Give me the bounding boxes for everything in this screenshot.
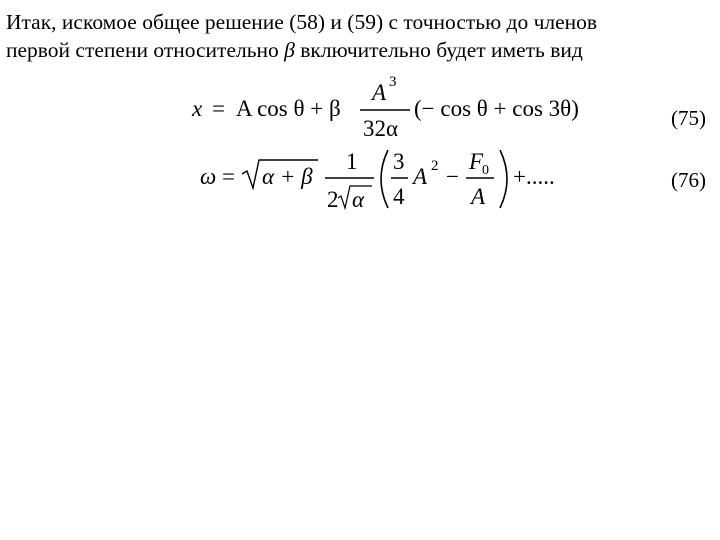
eq76-frac2-den: 4 [393, 184, 405, 209]
eq75-frac-num: A [372, 80, 387, 105]
equation-76-formula [0, 142, 720, 222]
eq76-frac3-num: F [469, 149, 484, 174]
eq75-parenthesis-term: (− cos θ + cos 3θ) [414, 96, 579, 121]
intro-line-1: Итак, искомое общее решение (58) и (59) с точностью до членов [6, 10, 598, 34]
equation-76 [0, 142, 720, 222]
eq76-tail: +..... [513, 164, 555, 189]
equation-number-76: (76) [671, 168, 706, 192]
eq76-frac3-den: A [471, 184, 486, 209]
eq76-right-paren [500, 150, 507, 208]
eq75-equals: = [212, 96, 225, 121]
eq76-left-paren [381, 150, 388, 208]
intro-paragraph [6, 8, 711, 64]
eq76-frac1-den-coef: 2 [327, 187, 339, 212]
eq75-lhs: x [192, 96, 203, 121]
eq76-frac3-num-sub: 0 [482, 163, 489, 178]
intro-line-2 [6, 36, 711, 64]
eq75-term1: A cos θ + β [236, 96, 341, 121]
eq75-frac-num-exp: 3 [389, 74, 397, 90]
eq76-frac2-num: 3 [393, 149, 405, 174]
eq76-equals: = [222, 164, 235, 189]
equation-number-75: (75) [671, 106, 706, 130]
intro-line-2-end: включительно будет иметь вид [294, 38, 583, 62]
equation-75 [0, 70, 720, 150]
eq76-frac1-den-sqrt: α [352, 187, 365, 212]
eq76-lhs: ω [200, 164, 217, 189]
eq76-sqrt-body: α + β [262, 164, 313, 189]
eq76-minus: − [446, 164, 459, 189]
beta-symbol: β [284, 38, 295, 62]
intro-line-2-start: первой степени относительно [6, 38, 285, 62]
eq75-frac-den: 32α [363, 116, 399, 141]
eq76-A: A [413, 164, 428, 189]
eq76-frac1-num: 1 [346, 149, 358, 174]
equation-75-formula [0, 70, 720, 150]
eq76-A-exp: 2 [431, 158, 439, 174]
